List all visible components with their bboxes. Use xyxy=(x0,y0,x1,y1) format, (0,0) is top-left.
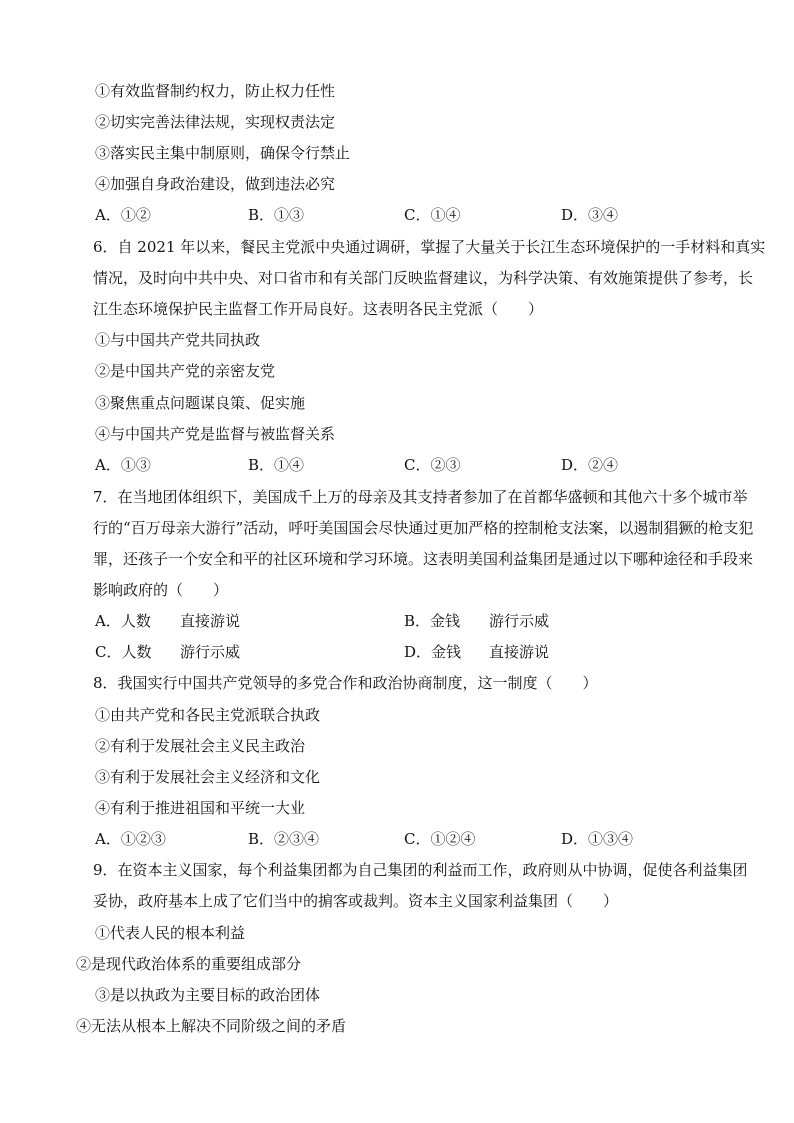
q7-option-b[interactable] xyxy=(404,611,460,631)
q6-stem-line-2: 情况，及时向中共中央、对口省市和有关部门反映监督建议，为科学决策、有效施策提供了参考，长 xyxy=(93,269,754,287)
q9-stem-line-1: 9．在资本主义国家，每个利益集团都为自己集团的利益而工作，政府则从中协调，促使各利益集团 xyxy=(93,861,748,879)
q5-option-a[interactable]: A．①② xyxy=(95,206,151,224)
q6-option-a[interactable]: A．①③ xyxy=(95,456,151,474)
q7-option-b-label: B．金钱 xyxy=(404,612,461,630)
q7-stem-line-4: 影响政府的（ ） xyxy=(93,581,229,599)
q5-item-4: ④加强自身政治建设，做到违法必究 xyxy=(95,175,336,193)
q5-option-d[interactable]: D．③④ xyxy=(561,206,619,224)
q8-stem-line-1: 8．我国实行中国共产党领导的多党合作和政治协商制度，这一制度（ ） xyxy=(93,674,598,692)
q6-item-4: ④与中国共产党是监督与被监督关系 xyxy=(95,425,336,443)
q8-item-3: ③有利于发展社会主义经济和文化 xyxy=(95,768,321,786)
q8-item-1: ①由共产党和各民主党派联合执政 xyxy=(95,706,321,724)
q9-item-1: ①代表人民的根本利益 xyxy=(95,924,246,942)
q9-item-3: ③是以执政为主要目标的政治团体 xyxy=(95,986,321,1004)
q6-item-3: ③聚焦重点问题谋良策、促实施 xyxy=(95,394,306,412)
q5-item-1: ①有效监督制约权力，防止权力任性 xyxy=(95,82,336,100)
q7-option-d[interactable] xyxy=(404,642,461,662)
q7-option-d-label: D．金钱 xyxy=(404,643,462,661)
q7-stem-line-3: 罪，还孩子一个安全和平的社区环境和学习环境。这表明美国利益集团是通过以下哪种途径和手段来 xyxy=(93,550,754,568)
q8-option-b[interactable]: B．②③④ xyxy=(248,830,320,848)
q8-option-c[interactable]: C．①②④ xyxy=(404,830,476,848)
q6-option-d[interactable]: D．②④ xyxy=(561,456,619,474)
q6-stem-line-1: 6．自 2021 年以来，餐民主党派中央通过调研，掌握了大量关于长江生态环境保护的一手材料和真实 xyxy=(93,238,766,256)
q5-option-b[interactable]: B．①③ xyxy=(248,206,305,224)
q6-option-b[interactable]: B．①④ xyxy=(248,456,305,474)
q9-item-2: ②是现代政治体系的重要组成部分 xyxy=(76,955,302,973)
q8-item-4: ④有利于推进祖国和平统一大业 xyxy=(95,799,306,817)
q8-option-d[interactable]: D．①③④ xyxy=(561,830,634,848)
q7-option-a[interactable] xyxy=(95,611,151,631)
q6-item-1: ①与中国共产党共同执政 xyxy=(95,331,261,349)
q6-stem-line-3: 江生态环境保护民主监督工作开局良好。这表明各民主党派（ ） xyxy=(93,300,544,318)
q6-option-c[interactable]: C．②③ xyxy=(404,456,461,474)
q7-option-b-text: 游行示威 xyxy=(489,612,550,630)
q7-option-a-label: A．人数 xyxy=(95,612,151,630)
q6-item-2: ②是中国共产党的亲密友党 xyxy=(95,362,276,380)
q7-option-d-text: 直接游说 xyxy=(489,643,550,661)
q7-option-c-text: 游行示威 xyxy=(180,643,241,661)
q7-stem-line-2: 行的“百万母亲大游行”活动，呼吁美国国会尽快通过更加严格的控制枪支法案，以遏制猖獗的枪支犯 xyxy=(93,519,754,537)
q5-option-c[interactable]: C．①④ xyxy=(404,206,461,224)
q9-stem-line-2: 妥协，政府基本上成了它们当中的掮客或裁判。资本主义国家利益集团（ ） xyxy=(93,892,619,910)
q5-item-3: ③落实民主集中制原则，确保令行禁止 xyxy=(95,144,351,162)
q8-item-2: ②有利于发展社会主义民主政治 xyxy=(95,737,306,755)
q8-option-a[interactable]: A．①②③ xyxy=(95,830,166,848)
q9-item-4: ④无法从根本上解决不同阶级之间的矛盾 xyxy=(76,1017,347,1035)
q7-option-a-text: 直接游说 xyxy=(180,612,241,630)
q7-stem-line-1: 7．在当地团体组织下，美国成千上万的母亲及其支持者参加了在首都华盛顿和其他六十多个城市举 xyxy=(93,488,748,506)
q5-item-2: ②切实完善法律法规，实现权责法定 xyxy=(95,113,336,131)
q7-option-c[interactable] xyxy=(95,642,151,662)
q7-option-c-label: C．人数 xyxy=(95,643,152,661)
